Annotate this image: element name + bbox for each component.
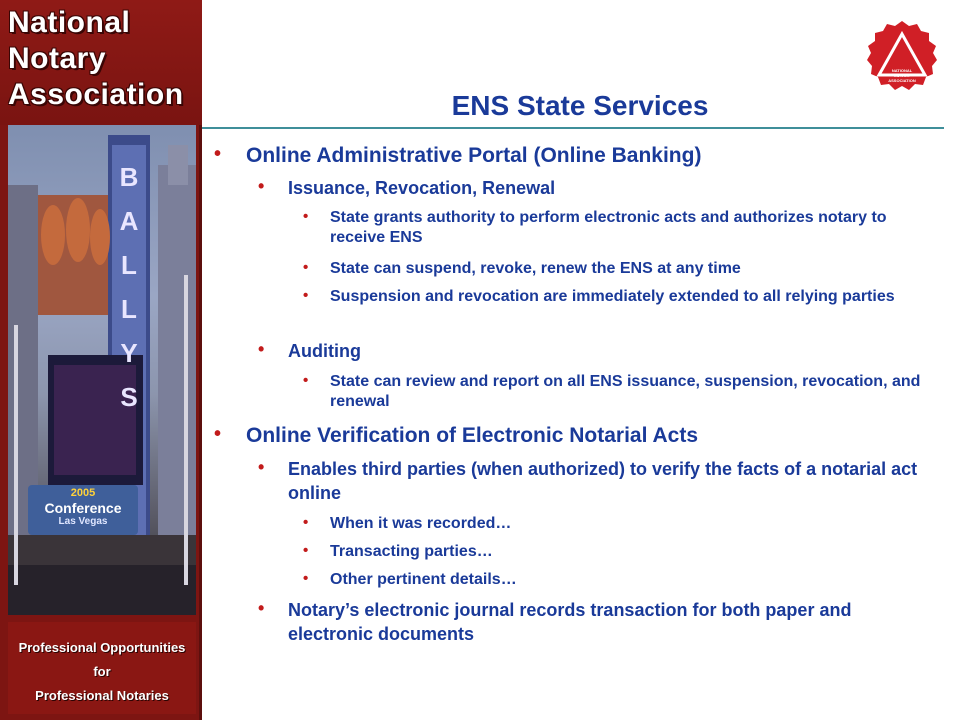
bullet-marker: • <box>258 176 265 196</box>
brand-logo <box>0 0 202 125</box>
brand-line-1: National <box>8 6 131 39</box>
brand-line-2: Notary <box>8 42 107 75</box>
bullet-marker: • <box>303 259 309 276</box>
bullet-text: Enables third parties (when authorized) to verify the facts of a notarial act online <box>288 459 918 503</box>
bullet-text: State can suspend, revoke, renew the ENS at any time <box>330 260 741 277</box>
tagline-line-2: for <box>93 664 111 679</box>
bullet-marker: • <box>258 339 265 359</box>
bullet-text: Online Administrative Portal (Online Banking) <box>246 144 702 167</box>
conference-year: 2005 <box>70 487 96 499</box>
tagline-line-3: Professional Notaries <box>35 688 169 703</box>
sidebar <box>0 0 202 720</box>
bullet-text: Online Verification of Electronic Notarial Acts <box>246 424 698 447</box>
bullet-marker: • <box>303 372 309 389</box>
bullet-text: State can review and report on all ENS issuance, suspension, revocation, and renewal <box>330 373 921 410</box>
bullet-marker: • <box>258 598 265 618</box>
bullet-marker: • <box>303 570 309 587</box>
conference-banner <box>30 485 136 533</box>
title-divider <box>202 127 944 129</box>
bullet-marker: • <box>303 514 309 531</box>
bullet-text: State grants authority to perform electronic acts and authorizes notary to receive ENS <box>330 209 887 246</box>
bullet-marker: • <box>214 423 222 445</box>
bullet-text: Suspension and revocation are immediately extended to all relying parties <box>330 288 895 305</box>
bullet-marker: • <box>303 208 309 225</box>
tagline <box>8 622 196 714</box>
conference-photo <box>8 125 196 615</box>
bullet-text: When it was recorded… <box>330 515 512 532</box>
bullet-text: Other pertinent details… <box>330 571 517 588</box>
bullet-marker: • <box>303 542 309 559</box>
las-vegas-street-image <box>8 125 196 615</box>
brand-line-3: Association <box>8 78 184 111</box>
bullet-text: Transacting parties… <box>330 543 493 560</box>
bullet-marker: • <box>214 143 222 165</box>
bullet-marker: • <box>303 287 309 304</box>
ballys-sign: BALLYS <box>119 162 139 412</box>
tagline-line-1: Professional Opportunities <box>18 640 186 655</box>
bullet-text: Notary’s electronic journal records transaction for both paper and electronic documents <box>288 600 852 644</box>
conference-label: Conference <box>44 500 122 516</box>
bullet-marker: • <box>258 457 265 477</box>
conference-city: Las Vegas <box>58 516 108 527</box>
slide-title: ENS State Services <box>451 90 709 121</box>
bullet-text: Auditing <box>288 341 361 361</box>
seal-text: NATIONAL NOTARY ASSOCIATION <box>888 68 916 83</box>
bullet-text: Issuance, Revocation, Renewal <box>288 178 556 198</box>
nna-seal-logo <box>866 20 938 92</box>
